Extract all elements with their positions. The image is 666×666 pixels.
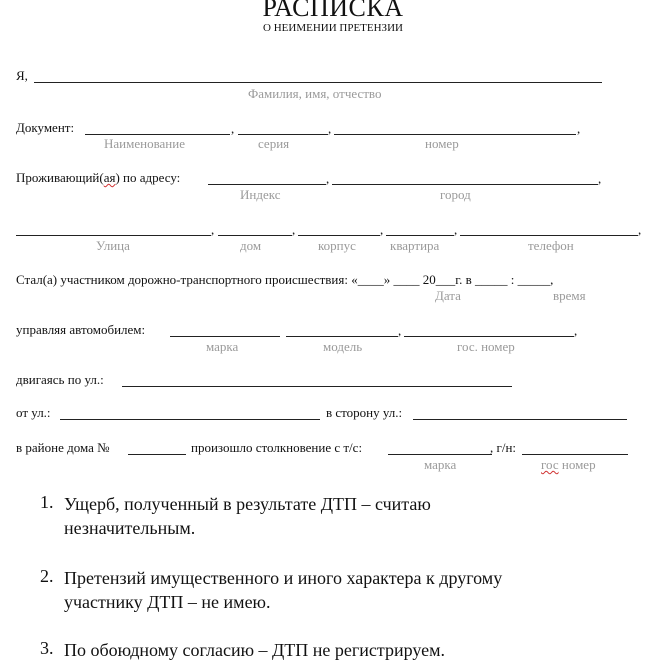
house-hint: дом	[240, 238, 262, 253]
statement-line: Претензий имущественного и иного характера к другому	[64, 568, 503, 588]
time-hint: время	[553, 288, 586, 303]
house-number-field[interactable]	[128, 454, 186, 455]
statement-line: незначительным.	[64, 518, 196, 538]
comma: ,	[454, 222, 458, 237]
fio-field[interactable]	[34, 82, 602, 83]
document-subtitle: О НЕИМЕНИИ ПРЕТЕНЗИИ	[263, 22, 403, 34]
comma: ,	[398, 323, 402, 338]
document-title: РАСПИСКА	[262, 0, 404, 22]
document-label: Документ:	[16, 120, 75, 135]
car-brand-field[interactable]	[170, 336, 280, 337]
other-car-brand-field[interactable]	[388, 454, 492, 455]
comma: ,	[292, 222, 296, 237]
apartment-field[interactable]	[386, 235, 454, 236]
i-label: Я,	[16, 68, 28, 83]
house-area-label: в районе дома №	[16, 440, 110, 455]
street-hint: Улица	[96, 238, 130, 253]
city-hint: город	[440, 187, 471, 202]
doc-number-hint: номер	[425, 136, 459, 151]
collision-label: произошло столкновение с т/с:	[191, 440, 363, 455]
doc-name-field[interactable]	[85, 134, 230, 135]
comma: ,	[598, 171, 602, 186]
statement-line: По обоюдному согласию – ДТП не регистрируем.	[64, 640, 446, 660]
korpus-hint: корпус	[318, 238, 356, 253]
other-car-plate-hint: гос номер	[541, 457, 596, 472]
comma: ,	[231, 121, 235, 136]
date-hint: Дата	[435, 288, 461, 303]
car-model-field[interactable]	[286, 336, 398, 337]
residing-label: Проживающий(ая) по адресу:	[16, 170, 181, 185]
statement-line: Ущерб, полученный в результате ДТП – считаю	[64, 494, 431, 514]
from-street-field[interactable]	[60, 419, 320, 420]
statement-line: участнику ДТП – не имею.	[64, 592, 271, 612]
index-field[interactable]	[208, 184, 326, 185]
car-plate-hint: гос. номер	[457, 339, 515, 354]
city-field[interactable]	[332, 184, 598, 185]
car-model-hint: модель	[323, 339, 363, 354]
comma: ,	[574, 323, 578, 338]
direction-street-field[interactable]	[413, 419, 627, 420]
comma: ,	[328, 121, 332, 136]
comma: ,	[380, 222, 384, 237]
street-field[interactable]	[16, 235, 211, 236]
comma: ,	[638, 222, 642, 237]
statement-number: 3.	[40, 638, 54, 658]
doc-name-hint: Наименование	[104, 136, 185, 151]
from-street-label: от ул.:	[16, 405, 51, 420]
statement-number: 1.	[40, 492, 54, 512]
apartment-hint: квартира	[390, 238, 440, 253]
became-participant-label: Стал(а) участником дорожно-транспортного происшествия: «____» ____ 20___г. в _____ : _____,	[16, 272, 554, 287]
car-plate-field[interactable]	[404, 336, 574, 337]
phone-field[interactable]	[460, 235, 638, 236]
statement-number: 2.	[40, 566, 54, 586]
driving-label: управляя автомобилем:	[16, 322, 146, 337]
doc-series-hint: серия	[258, 136, 290, 151]
other-car-plate-field[interactable]	[522, 454, 628, 455]
phone-hint: телефон	[528, 238, 574, 253]
moving-street-field[interactable]	[122, 386, 512, 387]
comma: ,	[326, 171, 330, 186]
plate-gn-label: , г/н:	[490, 440, 517, 455]
other-car-brand-hint: марка	[424, 457, 457, 472]
car-brand-hint: марка	[206, 339, 239, 354]
doc-number-field[interactable]	[334, 134, 576, 135]
korpus-field[interactable]	[298, 235, 380, 236]
fio-hint: Фамилия, имя, отчество	[248, 86, 382, 101]
comma: ,	[577, 121, 581, 136]
moving-label: двигаясь по ул.:	[16, 372, 104, 387]
doc-series-field[interactable]	[238, 134, 328, 135]
direction-street-label: в сторону ул.:	[326, 405, 403, 420]
index-hint: Индекс	[240, 187, 281, 202]
comma: ,	[211, 222, 215, 237]
house-field[interactable]	[218, 235, 292, 236]
